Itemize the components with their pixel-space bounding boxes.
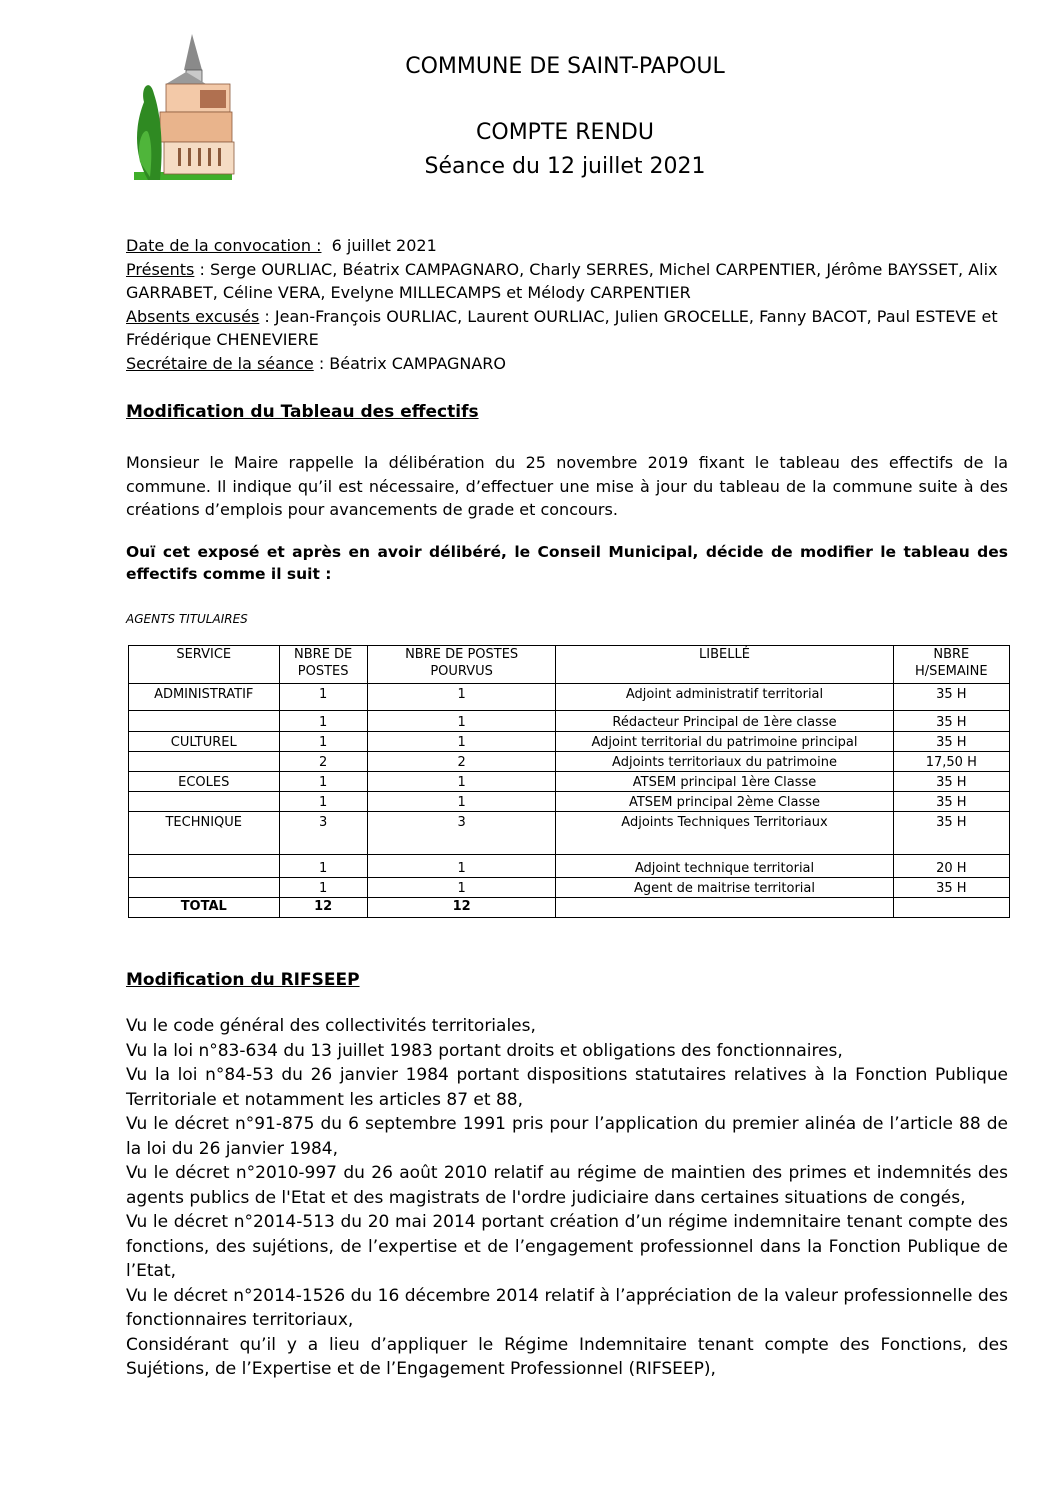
legal-line: Vu le décret n°91-875 du 6 septembre 1991 pris pour l’application du premier alinéa de l’article 88 de la loi du 26 janvier 1984, [126,1114,1008,1159]
legal-line: Vu le décret n°2014-1526 du 16 décembre 2014 relatif à l’appréciation de la valeur professionnelle des fonctionnaires territoriaux, [126,1285,1008,1330]
table-total-cell [556,898,893,918]
table-row [129,855,1010,878]
table-total-cell [893,898,1009,918]
table-cell: 35 H [893,772,1009,792]
rifseep-legal-text [126,1014,1008,1382]
table-cell [129,752,280,772]
table-header-cell: NBRE DE POSTES [279,646,367,684]
session-date: Séance du 12 juillet 2021 [424,154,706,179]
table-cell: 20 H [893,855,1009,878]
table-cell [129,878,280,898]
convocation-line [126,234,1008,258]
table-cell: 1 [367,732,556,752]
table-header-cell: NBRE DE POSTES POURVUS [367,646,556,684]
table-cell: TECHNIQUE [129,812,280,855]
table-cell: 1 [367,684,556,711]
table-cell: 3 [279,812,367,855]
table-cell [129,855,280,878]
table-cell: Adjoint territorial du patrimoine principal [556,732,893,752]
table-cell: Adjoint administratif territorial [556,684,893,711]
table-row [129,752,1010,772]
table-caption: AGENTS TITULAIRES [126,612,248,626]
legal-line: Vu la loi n°83-634 du 13 juillet 1983 portant droits et obligations des fonctionnaires, [126,1040,843,1061]
table-cell: ATSEM principal 2ème Classe [556,792,893,812]
table-total-cell: 12 [367,898,556,918]
table-header-cell: LIBELLÉ [556,646,893,684]
table-cell: 1 [367,878,556,898]
presents-line [126,258,1008,305]
table-cell: Adjoints Techniques Territoriaux [556,812,893,855]
table-cell: ECOLES [129,772,280,792]
document-title: COMPTE RENDU [476,120,654,145]
table-cell: 1 [367,772,556,792]
table-cell: 1 [367,711,556,732]
absents-line [126,305,1008,352]
table-cell: Adjoints territoriaux du patrimoine [556,752,893,772]
absents-label: Absents excusés [126,306,260,326]
section-title-effectifs: Modification du Tableau des effectifs [126,402,479,422]
table-header-row [129,646,1010,684]
table-header-cell: SERVICE [129,646,280,684]
legal-line: Vu le décret n°2010-997 du 26 août 2010 relatif au régime de maintien des primes et indemnités des agents publics de l'Etat et des magistrats de l'ordre judiciaire dans certaines situations de congés, [126,1163,1008,1208]
table-cell: CULTUREL [129,732,280,752]
table-row [129,772,1010,792]
table-row [129,732,1010,752]
legal-line: Vu le code général des collectivités territoriales, [126,1016,536,1036]
table-row [129,792,1010,812]
table-cell: ATSEM principal 1ère Classe [556,772,893,792]
convocation-label: Date de la convocation : [126,236,322,255]
legal-line: Vu le décret n°2014-513 du 20 mai 2014 portant création d’un régime indemnitaire tenant compte des fonctions, des sujétions, de l’expertise et de l’engagement professionnel dans la Fonction Publique de l’Etat, [126,1212,1008,1281]
table-cell [129,711,280,732]
table-cell: 1 [367,855,556,878]
section-title-rifseep: Modification du RIFSEEP [126,970,360,990]
table-cell: 2 [279,752,367,772]
table-cell: 35 H [893,812,1009,855]
table-total-row [129,898,1010,918]
table-total-cell: TOTAL [129,898,280,918]
table-cell: 35 H [893,711,1009,732]
table-cell [129,792,280,812]
legal-line: Considérant qu’il y a lieu d’appliquer le Régime Indemnitaire tenant compte des Fonctions, des Sujétions, de l’Expertise et de l’Engagement Professionnel (RIFSEEP), [126,1334,1008,1379]
commune-name: COMMUNE DE SAINT-PAPOUL [405,54,725,79]
table-cell: 1 [279,792,367,812]
table-cell: 17,50 H [893,752,1009,772]
table-cell: ADMINISTRATIF [129,684,280,711]
table-cell: 1 [279,732,367,752]
table-cell: 35 H [893,684,1009,711]
effectifs-table [128,645,1010,918]
commune-logo [130,32,236,182]
table-cell: 35 H [893,732,1009,752]
table-cell: 1 [367,792,556,812]
table-cell: 1 [279,878,367,898]
presents-label: Présents [126,259,195,279]
table-row [129,684,1010,711]
secretaire-line [126,352,1008,376]
table-cell: 1 [279,772,367,792]
table-cell: 35 H [893,792,1009,812]
absents-value: : Jean-François OURLIAC, Laurent OURLIAC, Julien GROCELLE, Fanny BACOT, Paul ESTEVE et Frédérique CHENEVIERE [126,306,998,349]
table-cell: Rédacteur Principal de 1ère classe [556,711,893,732]
effectifs-intro: Monsieur le Maire rappelle la délibération du 25 novembre 2019 fixant le tableau des effectifs de la commune. Il indique qu’il est nécessaire, d’effectuer une mise à jour du tableau de la commune suite à des créations d’emplois pour avancements de grade et concours. [126,453,1008,519]
table-row [129,812,1010,855]
table-cell: 35 H [893,878,1009,898]
table-cell: 1 [279,855,367,878]
table-total-cell: 12 [279,898,367,918]
table-cell: 1 [279,711,367,732]
legal-line: Vu la loi n°84-53 du 26 janvier 1984 portant dispositions statutaires relatives à la Fonction Publique Territoriale et notamment les articles 87 et 88, [126,1065,1008,1110]
secretaire-value: : Béatrix CAMPAGNARO [313,353,507,373]
table-row [129,878,1010,898]
table-cell: Agent de maitrise territorial [556,878,893,898]
table-row [129,711,1010,732]
effectifs-decision: Ouï cet exposé et après en avoir délibéré, le Conseil Municipal, décide de modifier le tableau des effectifs comme il suit : [126,543,1008,583]
convocation-value: 6 juillet 2021 [321,236,437,255]
secretaire-label: Secrétaire de la séance [126,353,314,373]
presents-value: : Serge OURLIAC, Béatrix CAMPAGNARO, Charly SERRES, Michel CARPENTIER, Jérôme BAYSSET, Alix GARRABET, Céline VERA, Evelyne MILLECAMPS et Mélody CARPENTIER [126,259,998,302]
table-cell: Adjoint technique territorial [556,855,893,878]
table-header-cell: NBRE H/SEMAINE [893,646,1009,684]
table-cell: 3 [367,812,556,855]
table-cell: 1 [279,684,367,711]
table-cell: 2 [367,752,556,772]
session-info [126,234,1008,375]
